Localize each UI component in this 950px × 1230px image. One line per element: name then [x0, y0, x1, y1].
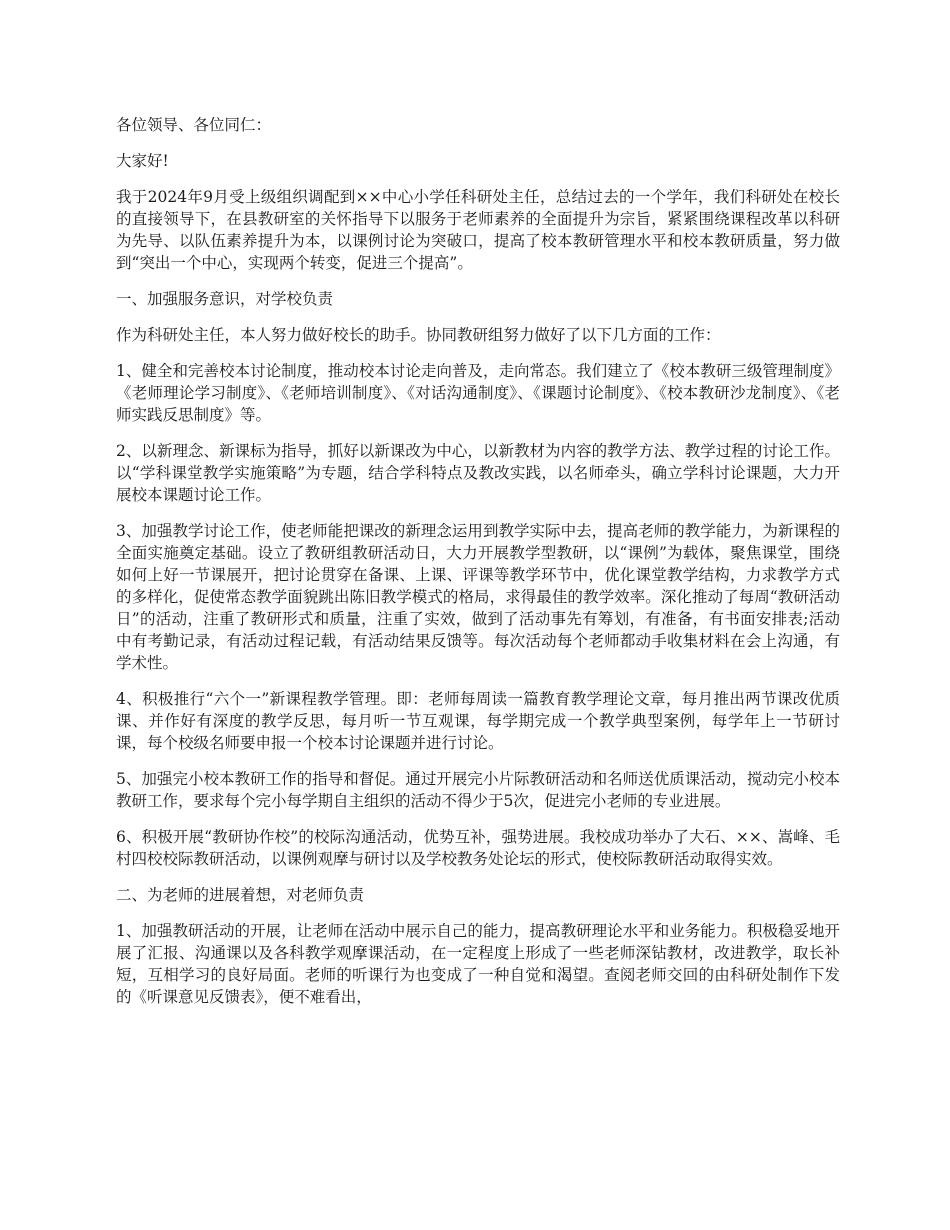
salutation-line: 大家好!: [116, 152, 169, 170]
section-1-item-1: 1、健全和完善校本讨论制度，推动校本讨论走向普及，走向常态。我们建立了《校本教研三级管理制度》《老师理论学习制度》、《老师培训制度》、《对话沟通制度》、《课题讨论制度》、《校本教研沙龙制度》、《老师实践反思制度》等。: [116, 362, 840, 424]
section-2-item-1: 1、加强教研活动的开展，让老师在活动中展示自己的能力，提高教研理论水平和业务能力。积极稳妥地开展了汇报、沟通课以及各科教学观摩课活动，在一定程度上形成了一些老师深钻教材，改进教学，取长补短，互相学习的良好局面。老师的听课行为也变成了一种自觉和渴望。查阅老师交回的由科研处制作下发的《听课意见反馈表》，便不难看出，: [116, 922, 840, 1006]
section-1-item-6: 6、积极开展“教研协作校”的校际沟通活动，优势互补，强势进展。我校成功举办了大石、××、嵩峰、毛村四校校际教研活动，以课例观摩与研讨以及学校教务处论坛的形式，使校际教研活动取得实效。: [116, 828, 840, 868]
section-1-item-2: 2、以新理念、新课标为指导，抓好以新课改为中心，以新教材为内容的教学方法、教学过程的讨论工作。以“学科课堂教学实施策略”为专题，结合学科特点及教改实践，以名师牵头，确立学科讨论课题，大力开展校本课题讨论工作。: [116, 442, 840, 504]
section-heading-2: 二、为老师的进展着想，对老师负责: [116, 886, 365, 904]
section-1-item-3: 3、加强教学讨论工作，使老师能把课改的新理念运用到教学实际中去，提高老师的教学能力，为新课程的全面实施奠定基础。设立了教研组教研活动日，大力开展教学型教研，以“课例”为载体，聚焦课堂，围绕如何上好一节课展开，把讨论贯穿在备课、上课、评课等教学环节中，优化课堂教学结构，力求教学方式的多样化，促使常态教学面貌跳出陈旧教学模式的格局，求得最佳的教学效率。深化推动了每周“教研活动日”的活动，注重了教研形式和质量，注重了实效，做到了活动事先有筹划，有准备，有书面安排表;活动中有考勤记录，有活动过程记载，有活动结果反馈等。每次活动每个老师都动手收集材料在会上沟通，有学术性。: [116, 522, 840, 672]
section-1-item-4: 4、积极推行“六个一”新课程教学管理。即：老师每周读一篇教育教学理论文章，每月推出两节课改优质课、并作好有深度的教学反思，每月听一节互观课，每学期完成一个教学典型案例，每学年上一节研讨课，每个校级名师要申报一个校本讨论课题并进行讨论。: [116, 690, 840, 752]
section-heading-1: 一、加强服务意识，对学校负责: [116, 290, 334, 308]
section-1-intro: 作为科研处主任，本人努力做好校长的助手。协同教研组努力做好了以下几方面的工作：: [116, 326, 721, 344]
intro-paragraph: 我于2024年9月受上级组织调配到××中心小学任科研处主任，总结过去的一个学年，我们科研处在校长的直接领导下，在县教研室的关怀指导下以服务于老师素养的全面提升为宗旨，紧紧围绕课程改革以科研为先导、以队伍素养提升为本，以课例讨论为突破口，提高了校本教研管理水平和校本教研质量，努力做到“突出一个中心，实现两个转变，促进三个提高”。: [116, 188, 840, 272]
greeting-line: 各位领导、各位同仁：: [116, 116, 272, 134]
document-body: [116, 114, 840, 1008]
section-1-item-5: 5、加强完小校本教研工作的指导和督促。通过开展完小片际教研活动和名师送优质课活动，搅动完小校本教研工作，要求每个完小每学期自主组织的活动不得少于5次，促进完小老师的专业进展。: [116, 770, 840, 810]
